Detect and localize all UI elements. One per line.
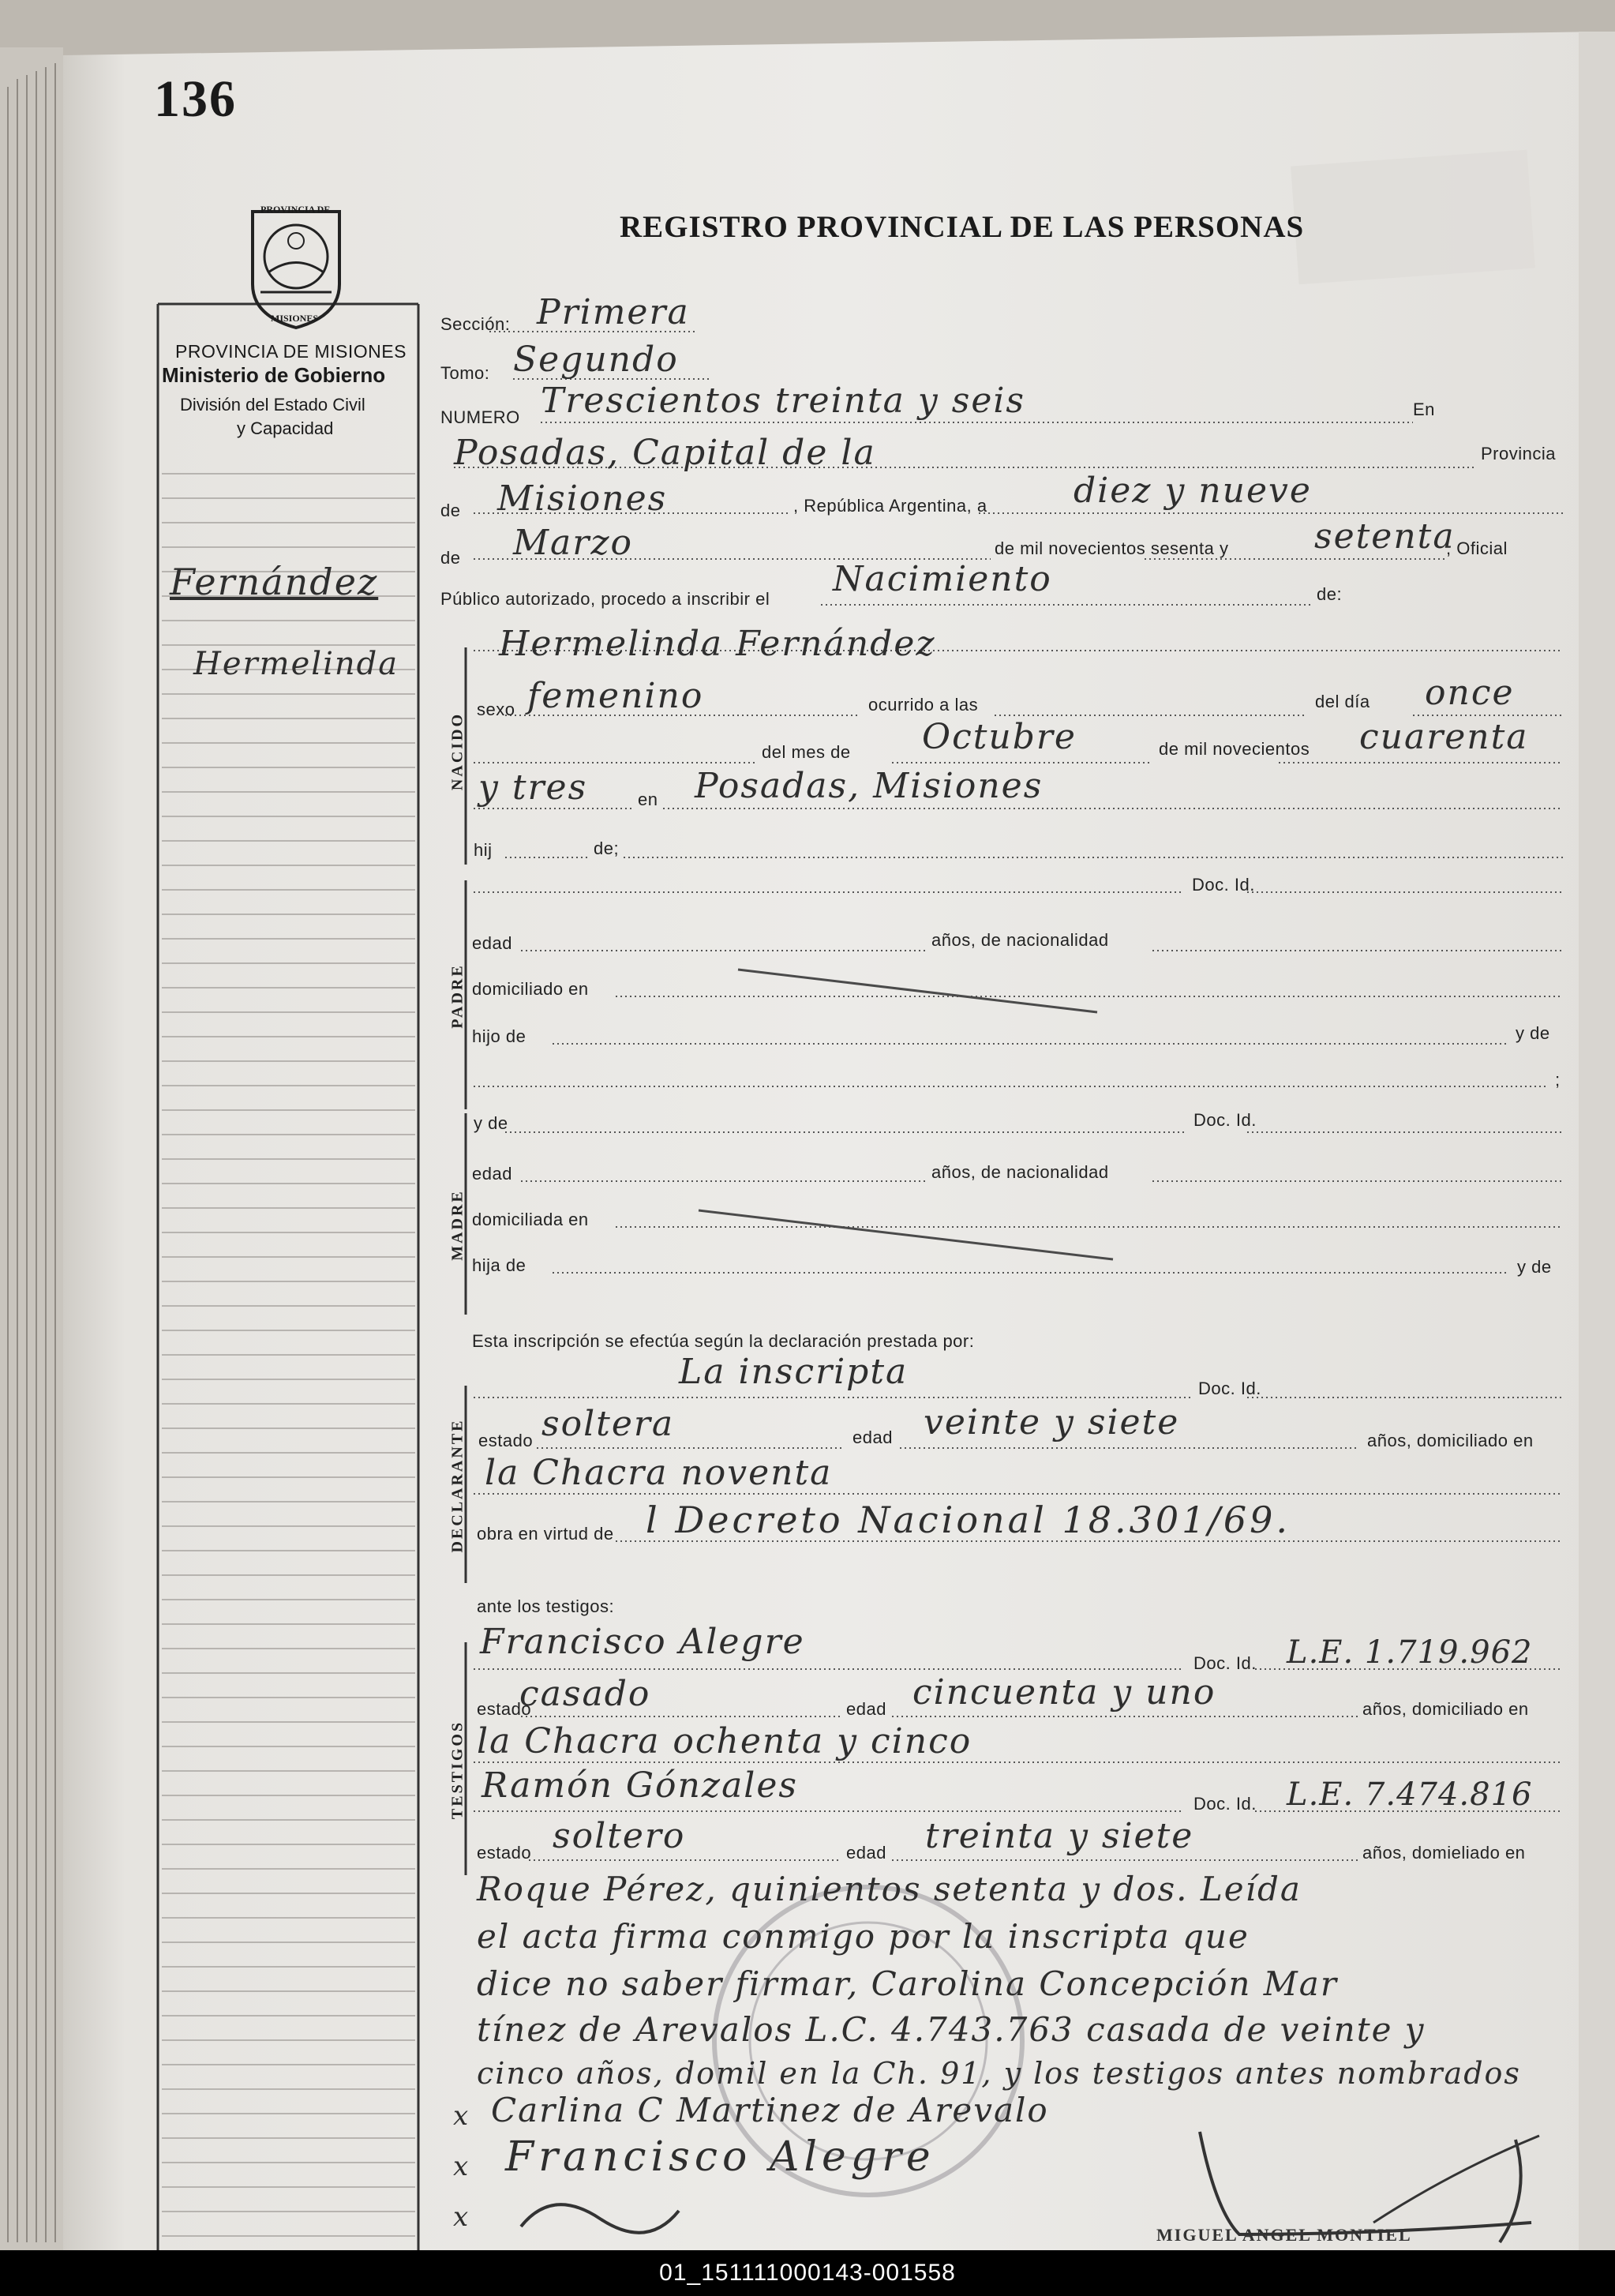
- en-nac-label: en: [638, 790, 658, 809]
- madre-yde2-label: y de: [1517, 1257, 1552, 1277]
- emblem-text-bottom: MISIONES: [271, 313, 319, 324]
- testigo2-docid-label: Doc. Id.: [1193, 1794, 1257, 1814]
- testigo2-nombre: Ramón Gónzales: [482, 1765, 798, 1806]
- notes-line5: cinco años, domil en la Ch. 91, y los testigos antes nombrados: [477, 2056, 1521, 2091]
- margin-surname: Fernández: [170, 561, 379, 603]
- declarante-edad-value: veinte y siete: [924, 1402, 1180, 1443]
- testigo1-doc: L.E. 1.719.962: [1287, 1634, 1533, 1671]
- testigo1-domicilio: la Chacra ochenta y cinco: [477, 1721, 972, 1761]
- left-col-line2: Ministerio de Gobierno: [162, 363, 386, 387]
- declarante-docid-label: Doc. Id.: [1198, 1379, 1261, 1398]
- testigo2-estado: soltero: [553, 1816, 686, 1856]
- numero-value: Trescientos treinta y seis: [541, 381, 1026, 421]
- seccion-value: Primera: [537, 292, 690, 332]
- testigo1-edad-label: edad: [846, 1699, 886, 1719]
- testigo2-edad: treinta y siete: [925, 1816, 1194, 1856]
- footer-filename: 01_151111000143-001558: [659, 2260, 956, 2286]
- notes-line2: el acta firma conmigo por la inscripta que: [477, 1917, 1250, 1956]
- declarante-domicilio-value: la Chacra noventa: [485, 1453, 833, 1493]
- tomo-value: Segundo: [513, 340, 679, 380]
- madre-docid-label: Doc. Id.: [1193, 1110, 1257, 1130]
- testigos-intro: ante los testigos:: [477, 1596, 615, 1616]
- de-label: de: [440, 501, 461, 520]
- testigo2-edad-label: edad: [846, 1843, 886, 1863]
- mil-nac-label: de mil novecientos: [1159, 739, 1310, 759]
- left-col-line1: PROVINCIA DE MISIONES: [175, 341, 407, 362]
- signature-x3: x: [453, 2201, 470, 2233]
- anio-nac-value: cuarenta: [1359, 717, 1529, 757]
- mes-value: Marzo: [513, 523, 633, 563]
- seccion-label: Sección:: [440, 314, 511, 334]
- tomo-label: Tomo:: [440, 363, 490, 383]
- de-nac-label: de;: [594, 838, 620, 858]
- del-mes-label: del mes de: [762, 742, 851, 762]
- testigo2-estado-label: estado: [477, 1843, 532, 1863]
- mil-label: de mil novecientos sesenta y: [995, 538, 1229, 558]
- provincia-value: Misiones: [497, 478, 668, 519]
- en-label: En: [1413, 400, 1435, 419]
- declarante-obra-value: l Decreto Nacional 18.301/69.: [646, 1499, 1291, 1541]
- nombre-inscripto: Hermelinda Fernández: [499, 624, 936, 664]
- notes-line4: tínez de Arevalos L.C. 4.743.763 casada de veinte y: [477, 2010, 1426, 2049]
- declarante-obra-label: obra en virtud de: [477, 1524, 614, 1544]
- declarante-anios-label: años, domiciliado en: [1367, 1431, 1534, 1450]
- notes-line1: Roque Pérez, quinientos setenta y dos. Leída: [477, 1870, 1302, 1908]
- de3-label: de:: [1317, 584, 1343, 604]
- padre-section-label: PADRE: [448, 963, 467, 1029]
- emblem: [237, 197, 355, 332]
- emblem-text-top: PROVINCIA DE: [260, 204, 331, 215]
- testigos-section-label: TESTIGOS: [448, 1720, 467, 1820]
- testigo1-edad: cincuenta y uno: [912, 1672, 1216, 1713]
- stamp-name: MIGUEL ANGEL MONTIEL: [1156, 2225, 1412, 2245]
- signature-x2: x: [453, 2151, 470, 2182]
- anio-value: setenta: [1314, 516, 1456, 557]
- lugar-nac-value: Posadas, Misiones: [695, 766, 1044, 806]
- dia-nac-value: once: [1425, 673, 1515, 713]
- nacido-section-label: NACIDO: [448, 711, 467, 791]
- testigo2-anios-label: años, domieliado en: [1362, 1843, 1526, 1863]
- madre-section-label: MADRE: [448, 1189, 467, 1261]
- testigo1-docid-label: Doc. Id.: [1193, 1653, 1257, 1673]
- madre-cross-line: [695, 1204, 1121, 1267]
- de2-label: de: [440, 548, 461, 568]
- republica-label: , República Argentina, a: [793, 496, 987, 516]
- del-dia-label: del día: [1315, 692, 1370, 711]
- testigo1-nombre: Francisco Alegre: [480, 1622, 805, 1662]
- testigo1-anios-label: años, domiciliado en: [1362, 1699, 1529, 1719]
- testigo1-estado-label: estado: [477, 1699, 532, 1719]
- padre-cross-line: [734, 963, 1105, 1019]
- madre-yde-label: y de: [474, 1113, 508, 1133]
- acto-value: Nacimiento: [833, 559, 1052, 599]
- margin-name: Hermelinda: [193, 646, 399, 682]
- sexo-label: sexo: [477, 700, 515, 719]
- document-title: REGISTRO PROVINCIAL DE LAS PERSONAS: [620, 210, 1305, 244]
- testigo1-estado: casado: [519, 1674, 651, 1714]
- oficial-label: , Oficial: [1446, 538, 1508, 558]
- signature-1: Carlina C Martinez de Arevalo: [491, 2091, 1049, 2129]
- left-col-line3: División del Estado Civil: [180, 395, 365, 415]
- publico-label: Público autorizado, procedo a inscribir el: [440, 589, 770, 609]
- coat-of-arms-icon: [237, 197, 355, 332]
- notes-line3: dice no saber firmar, Carolina Concepción Mar: [477, 1964, 1338, 2003]
- padre-yde-label: y de: [1516, 1023, 1550, 1043]
- page-number: 136: [154, 70, 237, 128]
- left-col-line4: y Capacidad: [237, 418, 334, 438]
- padre-semicolon: ;: [1555, 1070, 1561, 1090]
- footer-bar: [0, 2250, 1615, 2296]
- dia-value: diez y nueve: [1074, 471, 1312, 511]
- signature-x1: x: [453, 2100, 470, 2132]
- testigo2-doc: L.E. 7.474.816: [1287, 1776, 1533, 1813]
- place-value: Posadas, Capital de la: [454, 433, 876, 473]
- padre-anios-label: años, de nacionalidad: [931, 930, 1109, 950]
- docid-nac-label: Doc. Id.: [1192, 875, 1255, 895]
- ocurrido-label: ocurrido a las: [868, 695, 979, 715]
- padre-domicilio-label: domiciliado en: [472, 979, 589, 999]
- declarante-edad-label: edad: [852, 1427, 893, 1447]
- madre-domicilio-label: domiciliada en: [472, 1210, 589, 1229]
- signature-2: Francisco Alegre: [505, 2133, 935, 2181]
- official-signature: [505, 2116, 1594, 2250]
- madre-hija-label: hija de: [472, 1255, 526, 1275]
- mes-nac-value: Octubre: [922, 717, 1077, 757]
- declarante-intro: Esta inscripción se efectúa según la declaración prestada por:: [472, 1331, 975, 1351]
- padre-edad-label: edad: [472, 933, 512, 953]
- padre-hijo-label: hijo de: [472, 1026, 526, 1046]
- sexo-value: femenino: [527, 676, 704, 716]
- declarante-nombre: La inscripta: [679, 1352, 909, 1392]
- provincia-label: Provincia: [1481, 444, 1556, 463]
- anio-nac-value2: y tres: [478, 767, 588, 808]
- declarante-estado-label: estado: [478, 1431, 534, 1450]
- madre-edad-label: edad: [472, 1164, 512, 1184]
- madre-anios-label: años, de nacionalidad: [931, 1162, 1109, 1182]
- declarante-estado-value: soltera: [541, 1404, 675, 1444]
- numero-label: NUMERO: [440, 407, 520, 427]
- declarante-section-label: DECLARANTE: [448, 1418, 467, 1553]
- hij-label: hij: [474, 840, 493, 860]
